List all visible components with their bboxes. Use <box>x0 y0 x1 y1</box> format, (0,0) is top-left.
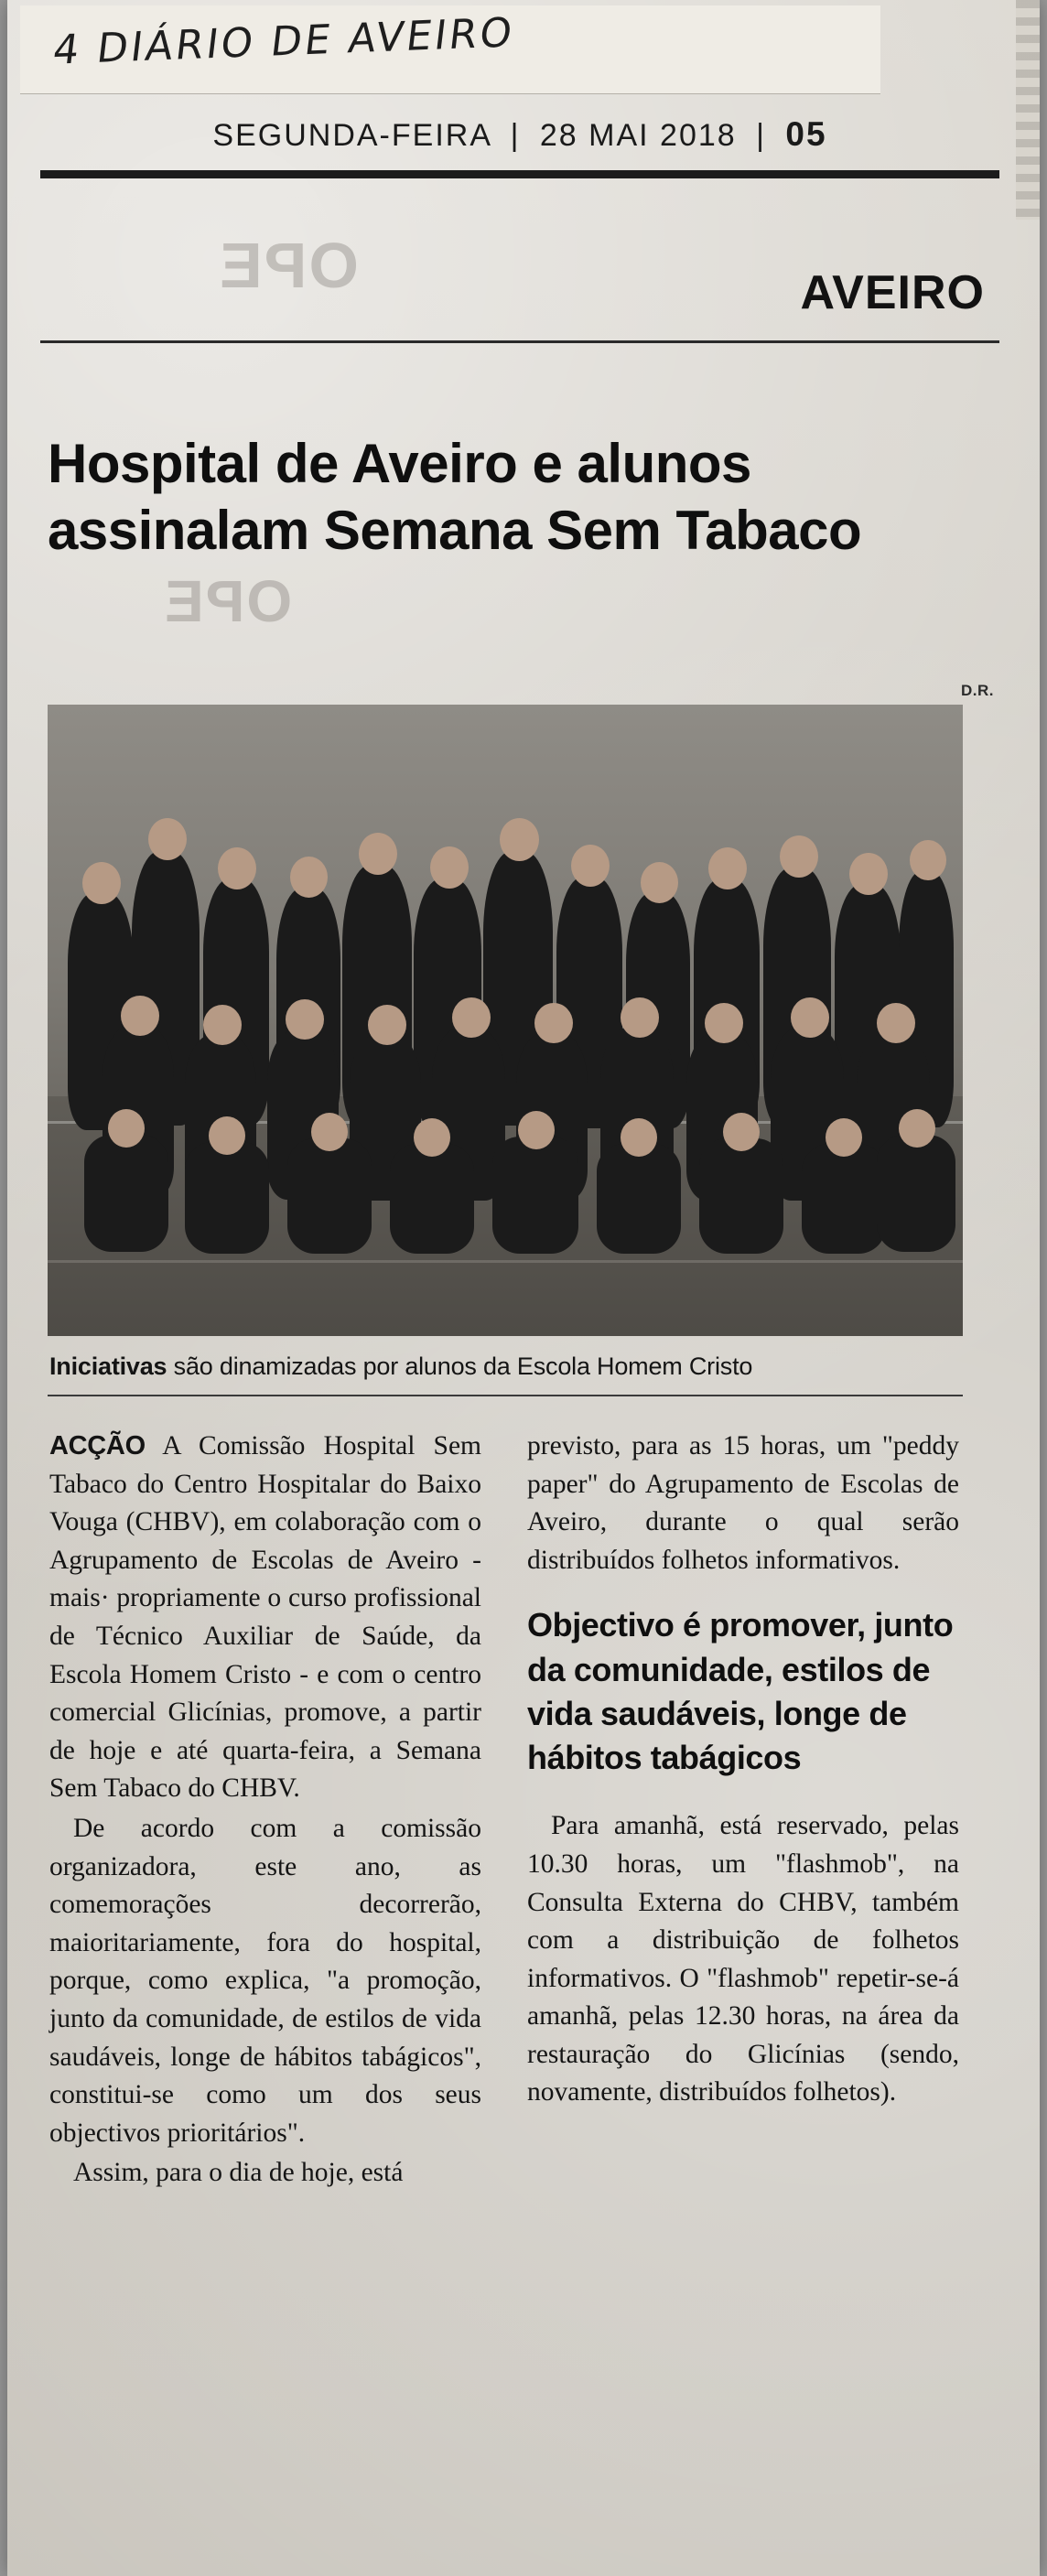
photo-figure-head <box>290 857 328 898</box>
photo-figure-head <box>910 840 946 880</box>
photo-figure-head <box>368 1005 406 1045</box>
photo-credit: D.R. <box>961 682 994 699</box>
caption-rule <box>48 1395 963 1396</box>
photo-figure <box>802 1144 886 1254</box>
paragraph-text: A Comissão Hospital Sem Tabaco do Centro Hospitalar do Baixo Vouga (CHBV), em colaboração com o Agrupamento de Escolas de Aveiro - mais· propriamente o curso profissional de Técnico Auxiliar de Saúde, da Escola Homem Cristo - e com o centro comercial Glicínias, promove, a partir de hoje e até quarta-feira, a Semana Sem Tabaco do CHBV. <box>49 1431 481 1804</box>
photo-figure-head <box>203 1005 242 1045</box>
article-headline: Hospital de Aveiro e alunos assinalam Semana Sem Tabaco <box>48 433 862 562</box>
photo-figure-head <box>518 1111 555 1149</box>
article-photo <box>48 705 963 1336</box>
masthead-date: 28 MAI 2018 <box>539 118 737 153</box>
photo-figure <box>492 1137 578 1254</box>
masthead-page-number: 05 <box>785 115 827 153</box>
paragraph-text: previsto, para as 15 horas, um "peddy paper" do Agrupamento de Escolas de Aveiro, durante o qual serão distribuídos folhetos informativos. <box>527 1431 959 1575</box>
photo-figure-head <box>877 1003 915 1043</box>
photo-figure-head <box>82 862 121 904</box>
newspaper-clipping <box>7 0 1040 2576</box>
paragraph-text: Assim, para o dia de hoje, está <box>73 2158 404 2188</box>
photo-figure-head <box>849 853 888 895</box>
photo-figure-head <box>218 847 256 889</box>
paragraph <box>527 1807 959 2112</box>
photo-figure-head <box>286 999 324 1040</box>
masthead <box>44 115 996 154</box>
section-title: AVEIRO <box>800 266 985 319</box>
photo-figure-head <box>209 1116 245 1155</box>
photo-figure-head <box>414 1118 450 1157</box>
photo-figure-head <box>148 818 187 860</box>
show-through-text-2: OPE <box>163 568 293 634</box>
photo-figure-head <box>899 1109 935 1148</box>
article-right-column <box>527 1428 959 2114</box>
photo-figure <box>84 1135 168 1252</box>
paragraph <box>49 1428 481 1808</box>
paragraph-text: Para amanhã, está reservado, pelas 10.30 horas, um "flashmob", na Consulta Externa do CHBV, também com a distribuição de folhetos informativos. O "flashmob" repetir-se-á amanhã, pelas 12.30 horas, na área da restauração do Glicínias (sendo, novamente, distribuídos folhetos). <box>527 1811 959 2107</box>
show-through-text: OPE <box>218 230 359 301</box>
photo-caption <box>49 1353 974 1381</box>
photo-figure-head <box>723 1113 760 1151</box>
photo-figure <box>877 1135 955 1252</box>
photo-figure-head <box>359 833 397 875</box>
paragraph-text: De acordo com a comissão organizadora, este ano, as comemorações decorrerão, maioritariamente, fora do hospital, porque, como explica, "a promoção, junto da comunidade, de estilos de vida saudáveis, longe de hábitos tabágicos", constitui-se como um dos seus objectivos prioritários". <box>49 1813 481 2148</box>
photo-caption-text: são dinamizadas por alunos da Escola Homem Cristo <box>167 1353 753 1380</box>
photo-figure-head <box>621 997 659 1038</box>
photo-figure-head <box>705 1003 743 1043</box>
photo-figure <box>597 1144 681 1254</box>
floor-line-2 <box>48 1260 963 1263</box>
paragraph <box>49 1810 481 2152</box>
photo-figure-head <box>452 997 491 1038</box>
photo-figure-head <box>311 1113 348 1151</box>
photo-figure-head <box>121 996 159 1036</box>
photo-figure <box>287 1138 372 1254</box>
paragraph <box>527 1428 959 1579</box>
photo-figure-head <box>108 1109 145 1148</box>
photo-figure-head <box>534 1003 573 1043</box>
masthead-weekday: SEGUNDA-FEIRA <box>212 118 491 153</box>
photo-figure-head <box>826 1118 862 1157</box>
masthead-separator-2: | <box>756 118 766 153</box>
photo-caption-lead: Iniciativas <box>49 1353 167 1380</box>
paragraph <box>49 2154 481 2193</box>
photo-figure <box>185 1142 269 1254</box>
photo-figure-head <box>621 1118 657 1157</box>
photo-figure-head <box>791 997 829 1038</box>
masthead-separator-1: | <box>510 118 521 153</box>
article-left-column <box>49 1428 481 2194</box>
handwritten-note: 4 DIÁRIO DE AVEIRO <box>50 9 518 74</box>
photo-figure-head <box>780 835 818 878</box>
photo-figure-head <box>641 862 678 903</box>
article-pullquote: Objectivo é promover, junto da comunidade, estilos de vida saudáveis, longe de hábitos tabágicos <box>527 1606 954 1777</box>
photo-figure <box>390 1144 474 1254</box>
photo-figure <box>699 1138 783 1254</box>
photo-figure-head <box>500 818 539 861</box>
handwritten-note-strip <box>20 5 880 94</box>
photo-figure-head <box>430 846 469 889</box>
photo-figure-head <box>708 847 747 889</box>
torn-edge <box>1016 0 1040 220</box>
photo-figure-head <box>571 845 610 887</box>
section-rule <box>40 340 999 343</box>
masthead-rule <box>40 170 999 178</box>
article-kicker: ACÇÃO <box>49 1431 146 1460</box>
